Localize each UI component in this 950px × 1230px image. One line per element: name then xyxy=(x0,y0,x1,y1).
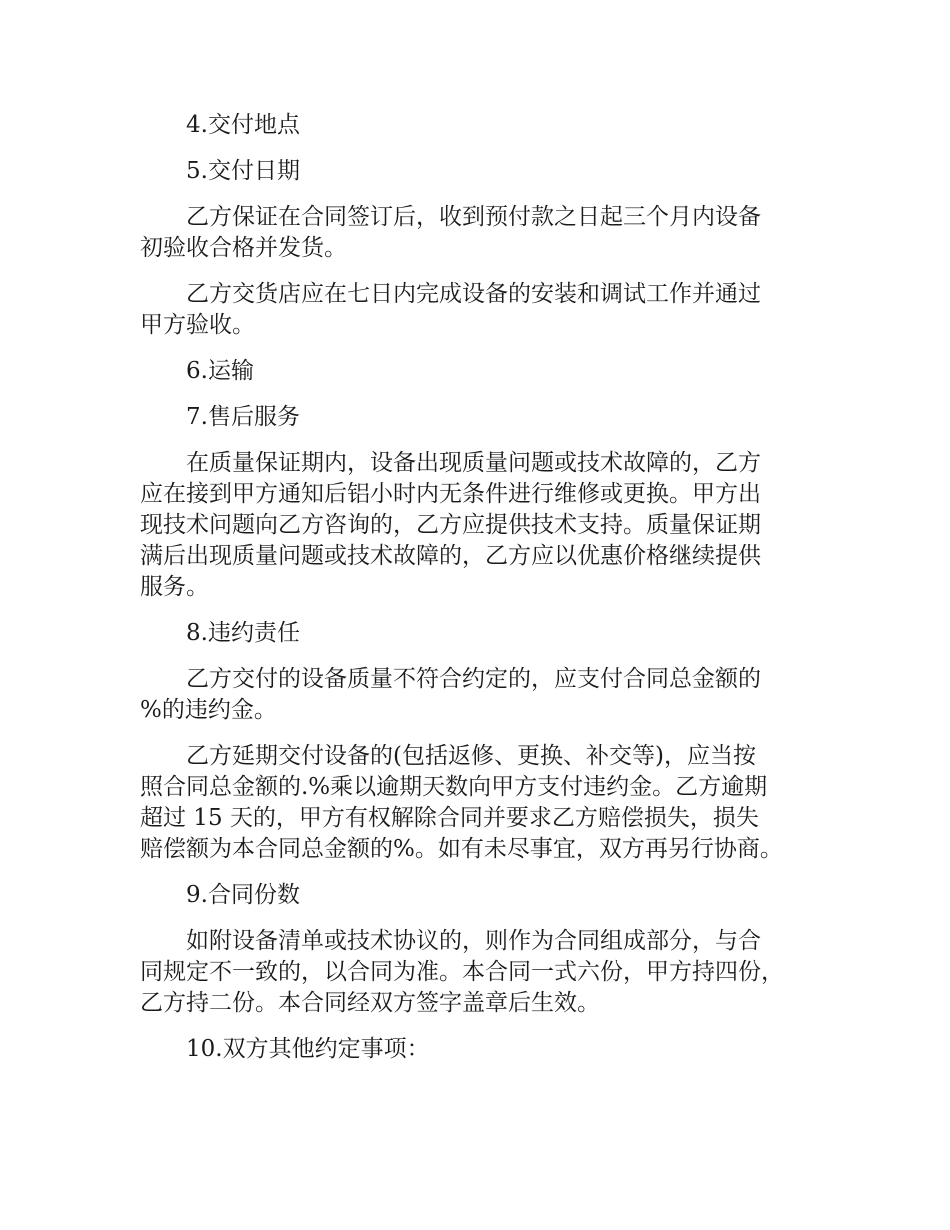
text-line: 5.交付日期 xyxy=(186,158,300,184)
text-line: 应在接到甲方通知后铝小时内无条件进行维修或更换。甲方出 xyxy=(140,481,761,507)
text-line: 同规定不一致的，以合同为准。本合同一式六份，甲方持四份， xyxy=(140,959,784,985)
text-line: 满后出现质量问题或技术故障的，乙方应以优惠价格继续提供 xyxy=(140,543,761,569)
body-paragraph xyxy=(140,926,820,1019)
text-line: 乙方交货店应在七日内完成设备的安装和调试工作并通过 xyxy=(186,281,761,307)
text-line: 超过 15 天的，甲方有权解除合同并要求乙方赔偿损失，损失 xyxy=(140,805,759,831)
text-line: 服务。 xyxy=(140,574,209,600)
section-heading xyxy=(140,402,820,433)
text-line: 乙方保证在合同签订后，收到预付款之日起三个月内设备 xyxy=(186,204,761,230)
document-body xyxy=(140,110,820,1080)
text-line: 8.违约责任 xyxy=(186,620,300,646)
section-heading xyxy=(140,156,820,187)
body-paragraph xyxy=(140,664,820,726)
body-paragraph xyxy=(140,279,820,341)
text-line: 甲方验收。 xyxy=(140,312,255,338)
text-line: 乙方延期交付设备的(包括返修、更换、补交等)，应当按 xyxy=(186,743,756,769)
section-heading xyxy=(140,356,820,387)
section-heading xyxy=(140,1034,820,1065)
text-line: 如附设备清单或技术协议的，则作为合同组成部分，与合 xyxy=(186,928,761,954)
text-line: 7.售后服务 xyxy=(186,404,300,430)
text-line: 6.运输 xyxy=(186,358,254,384)
text-line: 照合同总金额的.%乘以逾期天数向甲方支付违约金。乙方逾期 xyxy=(140,774,768,800)
text-line: 乙方持二份。本合同经双方签字盖章后生效。 xyxy=(140,990,600,1016)
section-heading xyxy=(140,618,820,649)
text-line: 初验收合格并发货。 xyxy=(140,235,347,261)
body-paragraph xyxy=(140,202,820,264)
section-heading xyxy=(140,880,820,911)
section-heading xyxy=(140,110,820,141)
text-line: 赔偿额为本合同总金额的%。如有未尽事宜，双方再另行协商。 xyxy=(140,836,783,862)
text-line: 乙方交付的设备质量不符合约定的，应支付合同总金额的 xyxy=(186,666,761,692)
text-line: 在质量保证期内，设备出现质量问题或技术故障的，乙方 xyxy=(186,450,761,476)
text-line: 现技术问题向乙方咨询的，乙方应提供技术支持。质量保证期 xyxy=(140,512,761,538)
text-line: %的违约金。 xyxy=(140,697,277,723)
text-line: 4.交付地点 xyxy=(186,112,300,138)
body-paragraph xyxy=(140,741,820,865)
text-line: 10.双方其他约定事项： xyxy=(186,1036,430,1062)
text-line: 9.合同份数 xyxy=(186,882,300,908)
body-paragraph xyxy=(140,448,820,603)
